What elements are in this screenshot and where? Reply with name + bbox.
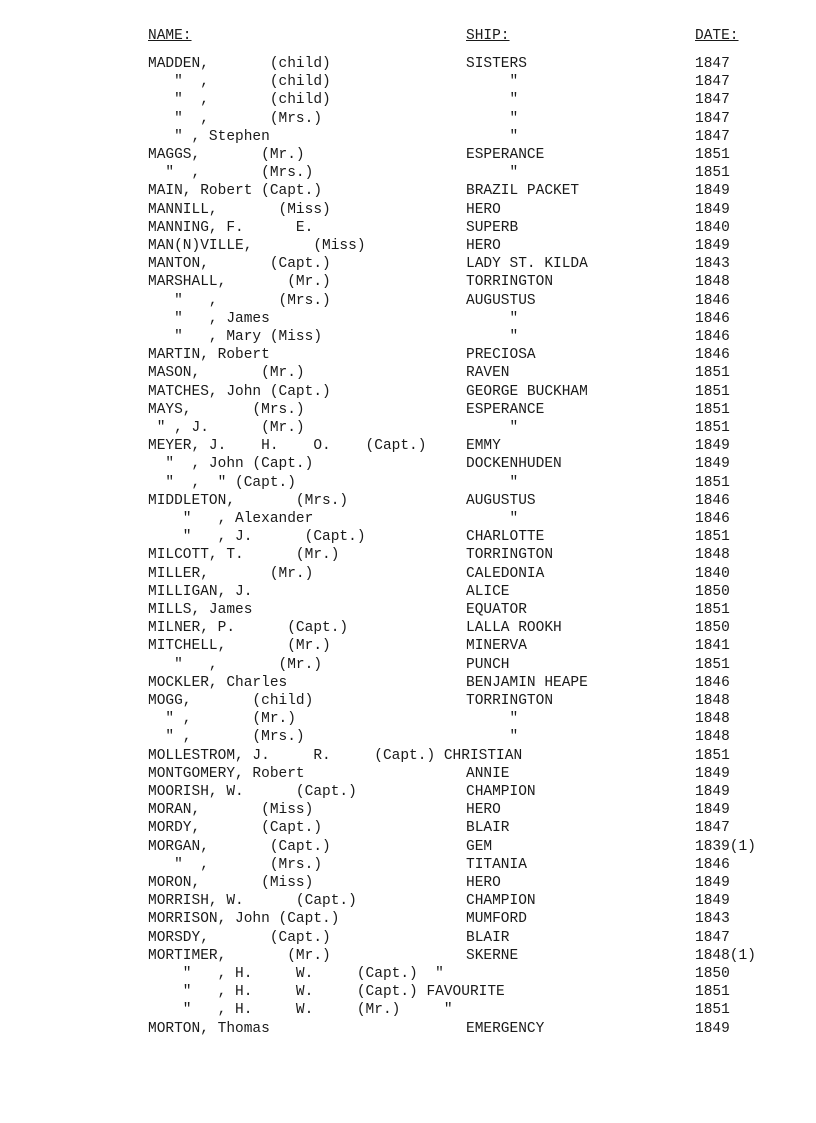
ship-name: AUGUSTUS (466, 492, 536, 509)
ship-name: " (466, 329, 519, 345)
ship-name: ESPERANCE (466, 147, 545, 163)
ship-name: SISTERS (466, 56, 527, 72)
passenger-row (0, 656, 816, 674)
arrival-date: 1847 (695, 92, 730, 109)
arrival-date: 1851 (695, 656, 730, 673)
passenger-name: MILCOTT, T. (Mr.) (148, 547, 340, 564)
passenger-row (0, 819, 816, 837)
passenger-row (0, 856, 816, 874)
ship-name: ANNIE (466, 765, 510, 782)
passenger-name: MAN(N)VILLE, (Miss) (148, 238, 366, 254)
arrival-date: 1851 (695, 747, 730, 764)
arrival-date: 1851 (695, 420, 730, 436)
passenger-name: MANTON, (Capt.) (148, 256, 331, 273)
arrival-date: 1849 (695, 1020, 730, 1037)
passenger-name: MORAN, (Miss) (148, 802, 314, 819)
ship-name: ESPERANCE (466, 401, 545, 418)
passenger-name: MILNER, P. (Capt.) (148, 620, 349, 637)
ship-name: AUGUSTUS (466, 292, 536, 309)
passenger-row (0, 1020, 816, 1038)
passenger-name: " , (Mrs.) (148, 729, 305, 746)
passenger-name: " , J. (Capt.) (148, 529, 366, 546)
arrival-date: 1848 (695, 729, 730, 746)
passenger-row (0, 1001, 816, 1019)
arrival-date: 1841 (695, 638, 730, 655)
arrival-date: 1849 (695, 438, 730, 455)
ship-name: " (466, 165, 519, 182)
ship-name: " (466, 310, 519, 327)
arrival-date: 1846 (695, 511, 730, 527)
passenger-name: MORRISH, W. (Capt.) (148, 893, 357, 910)
passenger-name: " , H. W. (Mr.) " (148, 1002, 453, 1019)
passenger-row (0, 201, 816, 219)
ship-name: DOCKENHUDEN (466, 456, 562, 473)
passenger-name: MOORISH, W. (Capt.) (148, 784, 357, 800)
passenger-name: MILLS, James (148, 602, 253, 618)
passenger-row (0, 747, 816, 765)
passenger-name: MOGG, (child) (148, 693, 314, 709)
passenger-row (0, 601, 816, 619)
passenger-row (0, 292, 816, 310)
arrival-date: 1847 (695, 820, 730, 837)
ship-name: EMERGENCY (466, 1020, 545, 1037)
passenger-name: MORSDY, (Capt.) (148, 929, 331, 946)
passenger-name: " , (Mrs.) (148, 110, 323, 127)
passenger-row (0, 255, 816, 273)
passenger-row (0, 783, 816, 801)
arrival-date: 1851 (695, 1002, 730, 1019)
arrival-date: 1849 (695, 893, 730, 910)
arrival-date: 1849 (695, 456, 730, 473)
arrival-date: 1849 (695, 802, 730, 819)
arrival-date: 1848 (695, 274, 730, 291)
passenger-name: MADDEN, (child) (148, 56, 331, 72)
passenger-name: MILLIGAN, J. (148, 583, 253, 600)
passenger-row (0, 583, 816, 601)
arrival-date: 1849 (695, 238, 730, 254)
passenger-name: MORTIMER, (Mr.) (148, 947, 331, 964)
ship-name: BLAIR (466, 929, 510, 946)
arrival-date: 1848 (695, 547, 730, 564)
passenger-row (0, 328, 816, 346)
passenger-name: " , Stephen (148, 128, 270, 145)
arrival-date: 1843 (695, 256, 730, 273)
ship-name: GEORGE BUCKHAM (466, 383, 588, 400)
passenger-row (0, 455, 816, 473)
ship-name: TORRINGTON (466, 547, 554, 564)
date-column-header: DATE: (695, 28, 739, 44)
passenger-row (0, 219, 816, 237)
passenger-row (0, 128, 816, 146)
passenger-row (0, 237, 816, 255)
passenger-row (0, 765, 816, 783)
arrival-date: 1849 (695, 765, 730, 782)
arrival-date: 1849 (695, 201, 730, 218)
passenger-row (0, 73, 816, 91)
passenger-name: " , H. W. (Capt.) FAVOURITE (148, 984, 505, 1001)
ship-name: MINERVA (466, 638, 527, 655)
passenger-name: " , H. W. (Capt.) " (148, 966, 444, 982)
passenger-row (0, 801, 816, 819)
ship-name: CALEDONIA (466, 565, 545, 582)
passenger-name: MONTGOMERY, Robert (148, 765, 305, 782)
passenger-name: " , James (148, 310, 270, 327)
passenger-name: " , (Mrs.) (148, 292, 331, 309)
passenger-row (0, 637, 816, 655)
passenger-name: MITCHELL, (Mr.) (148, 638, 331, 655)
name-column-header: NAME: (148, 28, 192, 44)
arrival-date: 1851 (695, 984, 730, 1001)
passenger-row (0, 892, 816, 910)
ship-name: SKERNE (466, 947, 519, 964)
passenger-name: MAIN, Robert (Capt.) (148, 183, 323, 200)
arrival-date: 1850 (695, 620, 730, 637)
passenger-name: " , (Mrs.) (148, 165, 314, 182)
ship-column-header: SHIP: (466, 28, 510, 44)
passenger-name: MOCKLER, Charles (148, 674, 288, 691)
ship-name: " (466, 74, 519, 91)
ship-name: CHAMPION (466, 893, 536, 910)
passenger-name: MARTIN, Robert (148, 347, 270, 364)
ship-name: BENJAMIN HEAPE (466, 674, 588, 691)
ship-name: EQUATOR (466, 602, 527, 618)
ship-name: PRECIOSA (466, 347, 536, 364)
passenger-name: " , J. (Mr.) (148, 420, 305, 436)
arrival-date: 1846 (695, 292, 730, 309)
arrival-date: 1847 (695, 74, 730, 91)
passenger-row (0, 874, 816, 892)
passenger-row (0, 164, 816, 182)
passenger-name: MANNILL, (Miss) (148, 201, 331, 218)
passenger-name: MASON, (Mr.) (148, 365, 305, 382)
ship-name: MUMFORD (466, 911, 527, 928)
passenger-row (0, 364, 816, 382)
passenger-name: MORDY, (Capt.) (148, 820, 323, 837)
arrival-date: 1846 (695, 856, 730, 873)
passenger-name: " , " (Capt.) (148, 474, 296, 491)
passenger-name: " , (Mr.) (148, 711, 296, 728)
ship-name: TORRINGTON (466, 693, 554, 709)
passenger-row (0, 983, 816, 1001)
passenger-name: " , Alexander (148, 511, 314, 527)
arrival-date: 1851 (695, 602, 730, 618)
arrival-date: 1849 (695, 875, 730, 891)
arrival-date: 1849 (695, 784, 730, 800)
ship-name: BLAIR (466, 820, 510, 837)
passenger-name: MIDDLETON, (Mrs.) (148, 492, 349, 509)
arrival-date: 1851 (695, 365, 730, 382)
arrival-date: 1848 (695, 711, 730, 728)
ship-name: HERO (466, 802, 501, 819)
arrival-date: 1846 (695, 310, 730, 327)
passenger-row (0, 474, 816, 492)
arrival-date: 1840 (695, 565, 730, 582)
arrival-date: 1849 (695, 183, 730, 200)
ship-name: " (466, 729, 519, 746)
passenger-name: MATCHES, John (Capt.) (148, 383, 331, 400)
ship-name: LADY ST. KILDA (466, 256, 588, 273)
passenger-row (0, 929, 816, 947)
passenger-row (0, 419, 816, 437)
arrival-date: 1847 (695, 110, 730, 127)
passenger-name: MANNING, F. E. (148, 219, 314, 236)
ship-name: " (466, 128, 519, 145)
ship-name: HERO (466, 201, 501, 218)
ship-name: GEM (466, 838, 493, 855)
passenger-name: MAGGS, (Mr.) (148, 147, 305, 163)
passenger-name: " , John (Capt.) (148, 456, 314, 473)
ship-name: SUPERB (466, 219, 519, 236)
passenger-name: MORTON, Thomas (148, 1020, 270, 1037)
passenger-row (0, 910, 816, 928)
column-header-row (0, 27, 816, 45)
arrival-date: 1851 (695, 529, 730, 546)
arrival-date: 1847 (695, 929, 730, 946)
passenger-row (0, 674, 816, 692)
passenger-name: " , (Mrs.) (148, 856, 323, 873)
passenger-row (0, 110, 816, 128)
ship-name: " (466, 110, 519, 127)
ship-name: " (466, 474, 519, 491)
arrival-date: 1847 (695, 56, 730, 72)
passenger-row (0, 146, 816, 164)
ship-name: CHARLOTTE (466, 529, 545, 546)
arrival-date: 1851 (695, 147, 730, 163)
passenger-row (0, 401, 816, 419)
arrival-date: 1851 (695, 383, 730, 400)
ship-name: TITANIA (466, 856, 527, 873)
passenger-name: MAYS, (Mrs.) (148, 401, 305, 418)
ship-name: RAVEN (466, 365, 510, 382)
ship-name: BRAZIL PACKET (466, 183, 580, 200)
ship-name: EMMY (466, 438, 501, 455)
passenger-name: MORON, (Miss) (148, 875, 314, 891)
arrival-date: 1847 (695, 128, 730, 145)
ship-name: HERO (466, 875, 501, 891)
passenger-row (0, 546, 816, 564)
passenger-row (0, 510, 816, 528)
passenger-name: MEYER, J. H. O. (Capt.) (148, 438, 427, 455)
arrival-date: 1848 (695, 693, 730, 709)
passenger-row (0, 838, 816, 856)
passenger-name: MORRISON, John (Capt.) (148, 911, 340, 928)
passenger-row (0, 310, 816, 328)
arrival-date: 1839(1) (695, 838, 756, 855)
passenger-name: MILLER, (Mr.) (148, 565, 314, 582)
ship-name: CHAMPION (466, 784, 536, 800)
passenger-name: MORGAN, (Capt.) (148, 838, 331, 855)
passenger-name: " , (child) (148, 92, 331, 109)
ship-name: HERO (466, 238, 501, 254)
arrival-date: 1840 (695, 219, 730, 236)
arrival-date: 1846 (695, 329, 730, 345)
passenger-row (0, 728, 816, 746)
passenger-row (0, 710, 816, 728)
arrival-date: 1846 (695, 347, 730, 364)
ship-name: LALLA ROOKH (466, 620, 562, 637)
passenger-name: MOLLESTROM, J. R. (Capt.) CHRISTIAN (148, 747, 523, 764)
passenger-row (0, 565, 816, 583)
arrival-date: 1846 (695, 674, 730, 691)
ship-name: " (466, 92, 519, 109)
passenger-row (0, 965, 816, 983)
arrival-date: 1851 (695, 401, 730, 418)
passenger-name: " , Mary (Miss) (148, 329, 323, 345)
passenger-row (0, 492, 816, 510)
passenger-row (0, 91, 816, 109)
passenger-row (0, 55, 816, 73)
ship-name: PUNCH (466, 656, 510, 673)
ship-name: ALICE (466, 583, 510, 600)
passenger-name: " , (Mr.) (148, 656, 323, 673)
passenger-row (0, 383, 816, 401)
arrival-date: 1843 (695, 911, 730, 928)
passenger-row (0, 437, 816, 455)
arrival-date: 1851 (695, 474, 730, 491)
passenger-row (0, 273, 816, 291)
ship-name: " (466, 711, 519, 728)
arrival-date: 1850 (695, 966, 730, 982)
passenger-name: MARSHALL, (Mr.) (148, 274, 331, 291)
ship-name: " (466, 420, 519, 436)
passenger-row (0, 346, 816, 364)
passenger-row (0, 947, 816, 965)
passenger-row (0, 619, 816, 637)
passenger-row (0, 182, 816, 200)
arrival-date: 1851 (695, 165, 730, 182)
passenger-row (0, 528, 816, 546)
ship-name: " (466, 511, 519, 527)
arrival-date: 1848(1) (695, 947, 756, 964)
arrival-date: 1846 (695, 492, 730, 509)
passenger-row (0, 692, 816, 710)
arrival-date: 1850 (695, 583, 730, 600)
ship-name: TORRINGTON (466, 274, 554, 291)
passenger-name: " , (child) (148, 74, 331, 91)
